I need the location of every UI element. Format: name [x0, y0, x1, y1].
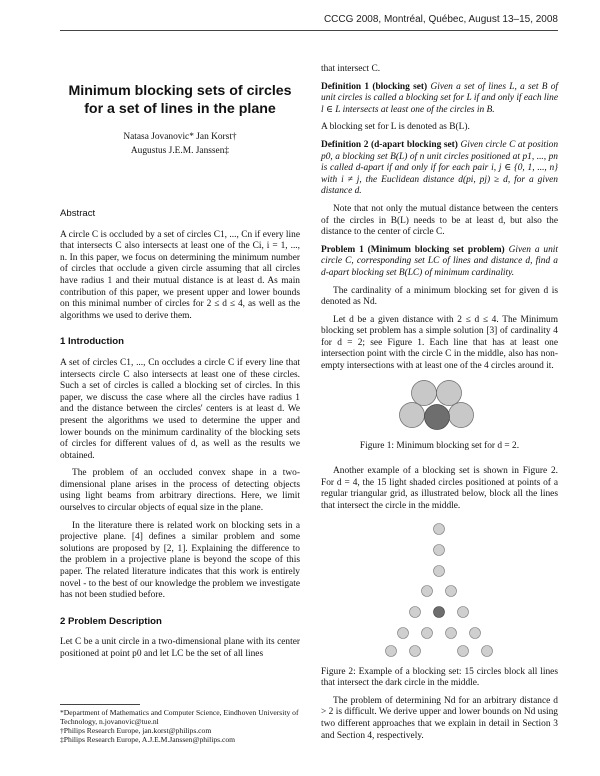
fig2-blocking-circle: [434, 523, 445, 534]
fig2-blocking-circle: [434, 544, 445, 555]
intro-heading: 1 Introduction: [60, 336, 124, 348]
fig2-blocking-circle: [422, 627, 433, 638]
footnotes: [60, 704, 300, 744]
intro-p3: In the literature there is related work on blocking sets in a projective plane. [4] defines a similar problem and some solutions are proposed by [2, 1]. Explaining the difference to the problem in a projective plane is beyond the scope of this paper. The related literature indicates that this work is entirely novel - to the best of our knowledge the problem we investigate has not been studied before.: [60, 520, 300, 601]
continued-text: that intersect C.: [321, 64, 381, 74]
authors: [60, 130, 300, 158]
paper-title: [60, 82, 300, 118]
abstract-heading: Abstract: [60, 208, 96, 219]
authors-line-2: Augustus J.E.M. Janssen‡: [130, 146, 230, 156]
footnote-rule: [60, 704, 140, 705]
fig1-blocking-circle: [437, 380, 462, 405]
fig1-blocking-circle: [412, 380, 437, 405]
problem-1-text: Given a unit circle C, corresponding set LC of lines and distance d, find a d-apart blocking set B(LC) of minimum cardinality.: [321, 244, 558, 278]
fig1-blocking-circle: [400, 402, 425, 427]
footnote-3: ‡Philips Research Europe, A.J.E.M.Janssen@philips.com: [60, 735, 236, 744]
problem-1-label: Problem 1 (Minimum blocking set problem): [321, 244, 505, 255]
left-column: [60, 66, 300, 667]
note-paragraph: Note that not only the mutual distance between the centers of the circles in B(L) needs to be at least d, but also the distance to the center of circle C.: [321, 203, 558, 238]
intro-p1: A set of circles C1, ..., Cn occludes a circle C if every line that intersects circle C also intersects at least one of these circles. Such a set of circles is called a blocking set of circles. In this paper, we discuss the case where all the circles have radius 1 and the distance between the circles' centers is at least d. We present the algorithms we used to determine the upper and lower bounds on the minimum cardinality of the blocking sets of circles for different values of d, as well as the results we obtained.: [60, 357, 300, 461]
fig2-blocking-circle: [410, 645, 421, 656]
footnote-2: †Philips Research Europe, jan.korst@philips.com: [60, 726, 212, 735]
final-paragraph: The problem of determining Nd for an arbitrary distance d > 2 is difficult. We derive upper and lower bounds on Nd using two different approaches that we explain in detail in Section 3 and Section 4, respectively.: [321, 695, 558, 741]
abstract-text: A circle C is occluded by a set of circles C1, ..., Cn if every line that intersects C also intersects at least one of the Ci, i = 1, ..., n. In this paper, we focus on determining the minimum number of circles that occlude a given circle assuming that all circles have radius 1 and their mutual distance is at least d. As main contribution of this paper, we present upper and lower bounds on this minimal number of circles for 2 ≤ d ≤ 4, as well as the algorithms we used to derive them.: [60, 229, 300, 321]
problem-1: [321, 245, 558, 280]
figure-1: [397, 379, 481, 433]
title-line-1: Minimum blocking sets of circles: [68, 83, 292, 99]
authors-line-1: Natasa Jovanovic* Jan Korst†: [123, 132, 237, 142]
fig2-blocking-circle: [446, 585, 457, 596]
figure-1-caption: Figure 1: Minimum blocking set for d = 2.: [359, 440, 520, 451]
fig2-blocking-circle: [410, 606, 421, 617]
fig2-center-circle: [434, 606, 445, 617]
right-column: [321, 64, 558, 748]
let-d-paragraph: Let d be a given distance with 2 ≤ d ≤ 4. The Minimum blocking set problem has a simple solution [3] of cardinality 4 for d = 2; see Figure 1. Each line that has at least one intersection point with the circle C in the middle, also has non-empty intersections with at least one of the 4 circles around it.: [321, 314, 558, 372]
cardinality-paragraph: The cardinality of a minimum blocking set for given d is denoted as Nd.: [321, 285, 558, 308]
fig2-blocking-circle: [398, 627, 409, 638]
fig2-blocking-circle: [458, 645, 469, 656]
definition-2: [321, 140, 558, 198]
fig2-blocking-circle: [422, 585, 433, 596]
figure-2-caption: Figure 2: Example of a blocking set: 15 circles block all lines that intersect the dark circle in the middle.: [321, 666, 558, 689]
fig2-blocking-circle: [446, 627, 457, 638]
problem-heading: 2 Problem Description: [60, 615, 162, 627]
title-line-2: for a set of lines in the plane: [84, 101, 276, 117]
running-head: CCCG 2008, Montréal, Québec, August 13–15, 2008: [323, 14, 558, 25]
another-example-paragraph: Another example of a blocking set is shown in Figure 2. For d = 4, the 15 light shaded circles positioned at points of a regular triangular grid, as illustrated below, block all the lines that intersect the circle in the middle.: [321, 466, 558, 512]
fig2-blocking-circle: [482, 645, 493, 656]
definition-2-text: Given circle C at position p0, a blocking set B(L) of n unit circles positioned at p1, ..., pn is called d-apart if and only if for each pair i, j ∈ {0, 1, ..., n} with i ≠ j, the Euclidean distance d(pi, pj) ≥ d, for a given distance d.: [321, 139, 559, 197]
intro-p2: The problem of an occluded convex shape in a two-dimensional plane arises in the process of detecting objects using light beams from arbitrary directions. Here, we limit ourselves to circular objects of equal size in the plane.: [60, 468, 300, 514]
figure-2: [381, 521, 501, 659]
fig2-blocking-circle: [434, 565, 445, 576]
fig2-blocking-circle: [470, 627, 481, 638]
definition-1: [321, 82, 558, 117]
fig2-blocking-circle: [386, 645, 397, 656]
definition-1-label: Definition 1 (blocking set): [321, 81, 428, 92]
problem-p1: Let C be a unit circle in a two-dimensional plane with its center positioned at point p0 and let LC be the set of all lines: [60, 637, 300, 659]
header-rule: [60, 30, 558, 31]
fig1-blocking-circle: [449, 402, 474, 427]
fig1-center-circle: [425, 404, 450, 429]
definition-2-label: Definition 2 (d-apart blocking set): [321, 139, 458, 150]
definition-1-text: Given a set of lines L, a set B of unit circles is called a blocking set for L if and only if each line l ∈ L intersects at least one of the circles in B.: [321, 81, 559, 115]
definition-1-note: A blocking set for L is denoted as B(L).: [321, 122, 470, 133]
fig2-blocking-circle: [458, 606, 469, 617]
footnote-1: *Department of Mathematics and Computer Science, Eindhoven University of Technology, n.jovanovic@tue.nl: [60, 708, 299, 726]
